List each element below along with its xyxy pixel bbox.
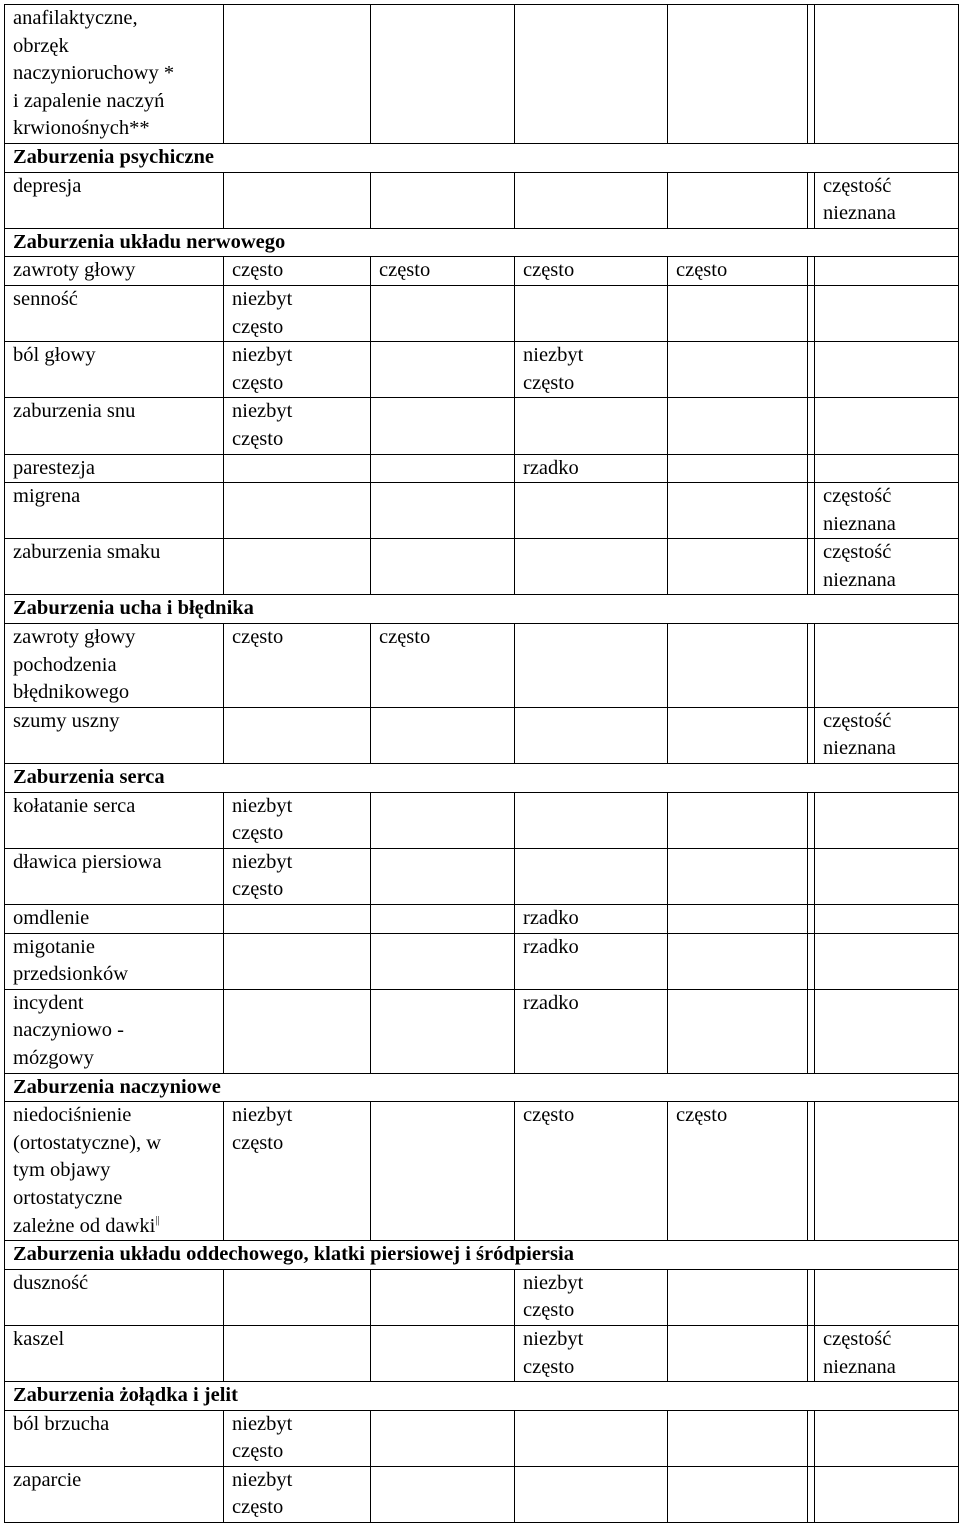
section-heading: Zaburzenia naczyniowe — [5, 1073, 959, 1102]
frequency-cell — [515, 905, 668, 934]
table-row — [5, 172, 959, 228]
frequency-cell — [668, 624, 808, 708]
table-row — [5, 933, 959, 989]
section-heading: Zaburzenia psychiczne — [5, 143, 959, 172]
effect-name-line: (ortostatyczne), w — [13, 1131, 161, 1154]
frequency-cell — [668, 905, 808, 934]
frequency-cell — [808, 1269, 815, 1325]
frequency-cell — [371, 172, 515, 228]
section-heading: Zaburzenia układu nerwowego — [5, 228, 959, 257]
section-row — [5, 764, 959, 793]
frequency-line: nieznana — [823, 202, 896, 225]
table-row — [5, 257, 959, 286]
frequency-cell — [808, 285, 815, 341]
frequency-cell — [668, 257, 808, 286]
frequency-cell — [371, 483, 515, 539]
frequency-cell — [815, 792, 959, 848]
effect-name-line: incydent — [13, 991, 84, 1014]
frequency-cell — [668, 792, 808, 848]
frequency-cell — [371, 624, 515, 708]
frequency-cell — [815, 539, 959, 595]
frequency-cell — [224, 707, 371, 763]
frequency-line: często — [232, 1496, 284, 1519]
table-row — [5, 454, 959, 483]
frequency-cell — [815, 989, 959, 1073]
frequency-cell — [668, 285, 808, 341]
frequency-line: rzadko — [523, 991, 579, 1014]
section-row — [5, 143, 959, 172]
frequency-cell — [815, 172, 959, 228]
frequency-cell — [515, 624, 668, 708]
table-row — [5, 848, 959, 904]
effect-name-line: zaparcie — [13, 1468, 82, 1491]
frequency-line: niezbyt — [523, 344, 584, 367]
frequency-cell — [815, 848, 959, 904]
effect-name-cell — [5, 1102, 224, 1241]
frequency-cell — [371, 933, 515, 989]
frequency-line: często — [523, 1104, 575, 1127]
footnote-marker: || — [155, 1214, 160, 1226]
frequency-cell — [224, 905, 371, 934]
frequency-cell — [515, 285, 668, 341]
table-row — [5, 624, 959, 708]
effect-name-cell — [5, 1410, 224, 1466]
frequency-line: niezbyt — [232, 1412, 293, 1435]
table-row — [5, 1102, 959, 1241]
effect-name-cell — [5, 5, 224, 144]
frequency-line: częstość — [823, 1327, 892, 1350]
frequency-line: często — [523, 1299, 575, 1322]
frequency-cell — [515, 1410, 668, 1466]
frequency-cell — [808, 454, 815, 483]
frequency-cell — [224, 1410, 371, 1466]
frequency-cell — [808, 905, 815, 934]
table-row — [5, 989, 959, 1073]
table-row — [5, 1410, 959, 1466]
frequency-cell — [515, 539, 668, 595]
frequency-cell — [808, 342, 815, 398]
effect-name-line: pochodzenia — [13, 653, 117, 676]
frequency-cell — [224, 285, 371, 341]
frequency-cell — [371, 792, 515, 848]
effect-name-line: anafilaktyczne, — [13, 7, 138, 29]
section-row — [5, 1073, 959, 1102]
frequency-cell — [515, 1466, 668, 1522]
effect-name-cell — [5, 1466, 224, 1522]
frequency-line: często — [232, 1131, 284, 1154]
adverse-effects-table — [4, 4, 959, 1523]
frequency-line: często — [232, 315, 284, 338]
frequency-cell — [668, 398, 808, 454]
frequency-cell — [815, 1325, 959, 1381]
effect-name-line: zaburzenia smaku — [13, 541, 161, 564]
frequency-cell — [515, 172, 668, 228]
frequency-line: niezbyt — [232, 850, 293, 873]
frequency-cell — [515, 792, 668, 848]
frequency-cell — [371, 454, 515, 483]
frequency-cell — [668, 1102, 808, 1241]
table-row — [5, 792, 959, 848]
frequency-line: często — [676, 259, 728, 282]
frequency-cell — [515, 454, 668, 483]
frequency-cell — [668, 454, 808, 483]
frequency-cell — [371, 905, 515, 934]
effect-name-line: depresja — [13, 174, 82, 197]
frequency-cell — [808, 1102, 815, 1241]
effect-name-cell — [5, 989, 224, 1073]
frequency-cell — [808, 1466, 815, 1522]
effect-name-cell — [5, 707, 224, 763]
frequency-cell — [668, 483, 808, 539]
frequency-line: rzadko — [523, 935, 579, 958]
effect-name-cell — [5, 172, 224, 228]
frequency-line: rzadko — [523, 456, 579, 479]
frequency-cell — [224, 483, 371, 539]
frequency-line: niezbyt — [232, 1468, 293, 1491]
table-row — [5, 539, 959, 595]
frequency-cell — [808, 257, 815, 286]
frequency-cell — [515, 1325, 668, 1381]
frequency-line: niezbyt — [523, 1271, 584, 1294]
frequency-line: nieznana — [823, 568, 896, 591]
effect-name-line: migrena — [13, 485, 81, 508]
table-row — [5, 398, 959, 454]
table-row — [5, 1325, 959, 1381]
effect-name-cell — [5, 483, 224, 539]
frequency-cell — [668, 1325, 808, 1381]
frequency-cell — [515, 1269, 668, 1325]
frequency-cell — [808, 989, 815, 1073]
section-heading: Zaburzenia żołądka i jelit — [5, 1382, 959, 1411]
frequency-cell — [808, 792, 815, 848]
table-row — [5, 1269, 959, 1325]
frequency-line: niezbyt — [232, 344, 293, 367]
frequency-line: niezbyt — [232, 287, 293, 310]
frequency-cell — [815, 905, 959, 934]
frequency-cell — [224, 1325, 371, 1381]
effect-name-cell — [5, 342, 224, 398]
frequency-cell — [515, 342, 668, 398]
frequency-cell — [371, 1269, 515, 1325]
frequency-cell — [371, 707, 515, 763]
effect-name-cell — [5, 933, 224, 989]
frequency-cell — [668, 5, 808, 144]
frequency-cell — [515, 933, 668, 989]
effect-name-line: migotanie — [13, 935, 95, 958]
frequency-cell — [515, 848, 668, 904]
frequency-cell — [668, 1410, 808, 1466]
frequency-cell — [815, 285, 959, 341]
frequency-cell — [224, 539, 371, 595]
table-row — [5, 1466, 959, 1522]
effect-name-line: ortostatyczne — [13, 1186, 123, 1209]
effect-name-line: krwionośnych** — [13, 117, 150, 140]
frequency-cell — [224, 1102, 371, 1241]
table-row — [5, 483, 959, 539]
frequency-cell — [668, 1269, 808, 1325]
effect-name-line: parestezja — [13, 456, 95, 479]
frequency-cell — [668, 172, 808, 228]
frequency-cell — [808, 1325, 815, 1381]
table-row — [5, 285, 959, 341]
effect-name-line: niedociśnienie — [13, 1104, 132, 1127]
frequency-cell — [808, 172, 815, 228]
frequency-line: często — [232, 371, 284, 394]
frequency-line: częstość — [823, 485, 892, 508]
frequency-cell — [371, 989, 515, 1073]
effect-name-line: dławica piersiowa — [13, 850, 162, 873]
frequency-cell — [515, 483, 668, 539]
effect-name-line: zaburzenia snu — [13, 400, 136, 423]
frequency-cell — [515, 989, 668, 1073]
frequency-line: rzadko — [523, 907, 579, 929]
effect-name-line: i zapalenie naczyń — [13, 89, 165, 112]
section-row — [5, 1241, 959, 1270]
frequency-cell — [515, 707, 668, 763]
frequency-cell — [224, 257, 371, 286]
frequency-line: nieznana — [823, 512, 896, 535]
frequency-line: często — [523, 259, 575, 282]
frequency-cell — [808, 848, 815, 904]
frequency-cell — [224, 342, 371, 398]
frequency-line: częstość — [823, 541, 892, 564]
frequency-line: często — [232, 259, 284, 282]
frequency-cell — [224, 5, 371, 144]
frequency-cell — [668, 539, 808, 595]
frequency-cell — [808, 398, 815, 454]
effect-name-cell — [5, 398, 224, 454]
frequency-cell — [668, 933, 808, 989]
frequency-cell — [808, 539, 815, 595]
frequency-cell — [515, 398, 668, 454]
frequency-cell — [371, 539, 515, 595]
frequency-cell — [815, 257, 959, 286]
frequency-line: często — [232, 878, 284, 901]
effect-name-line: kołatanie serca — [13, 794, 136, 817]
frequency-line: często — [232, 626, 284, 649]
frequency-line: często — [232, 427, 284, 450]
frequency-line: niezbyt — [232, 794, 293, 817]
frequency-line: często — [232, 1440, 284, 1463]
effect-name-cell — [5, 1325, 224, 1381]
effect-name-line: ból głowy — [13, 344, 96, 367]
frequency-cell — [668, 989, 808, 1073]
frequency-cell — [224, 1269, 371, 1325]
effect-name-line: zawroty głowy — [13, 626, 136, 649]
frequency-cell — [815, 483, 959, 539]
frequency-cell — [815, 1102, 959, 1241]
frequency-line: często — [676, 1104, 728, 1127]
effect-name-cell — [5, 792, 224, 848]
frequency-cell — [515, 5, 668, 144]
frequency-cell — [371, 5, 515, 144]
frequency-cell — [815, 398, 959, 454]
frequency-line: częstość — [823, 709, 892, 732]
effect-name-cell — [5, 539, 224, 595]
frequency-cell — [224, 1466, 371, 1522]
table-row — [5, 707, 959, 763]
effect-name-cell — [5, 454, 224, 483]
frequency-cell — [808, 483, 815, 539]
table-row — [5, 342, 959, 398]
frequency-cell — [815, 342, 959, 398]
frequency-cell — [224, 454, 371, 483]
effect-name-line: zawroty głowy — [13, 259, 136, 282]
frequency-cell — [224, 624, 371, 708]
frequency-cell — [371, 1325, 515, 1381]
frequency-cell — [224, 172, 371, 228]
frequency-cell — [371, 1466, 515, 1522]
effect-name-line: duszność — [13, 1271, 89, 1294]
frequency-cell — [224, 792, 371, 848]
frequency-cell — [224, 398, 371, 454]
effect-name-line: senność — [13, 287, 78, 310]
frequency-cell — [371, 342, 515, 398]
frequency-line: nieznana — [823, 737, 896, 760]
frequency-cell — [808, 5, 815, 144]
frequency-line: nieznana — [823, 1355, 896, 1378]
effect-name-line: przedsionków — [13, 963, 129, 986]
effect-name-line: naczynioruchowy * — [13, 62, 175, 85]
frequency-line: niezbyt — [232, 400, 293, 423]
effect-name-cell — [5, 848, 224, 904]
frequency-line: częstość — [823, 174, 892, 197]
frequency-cell — [808, 707, 815, 763]
frequency-cell — [515, 257, 668, 286]
frequency-line: często — [379, 259, 431, 282]
frequency-line: niezbyt — [523, 1327, 584, 1350]
frequency-cell — [815, 1410, 959, 1466]
frequency-cell — [371, 398, 515, 454]
frequency-cell — [815, 1466, 959, 1522]
effect-name-cell — [5, 257, 224, 286]
frequency-cell — [815, 624, 959, 708]
frequency-cell — [371, 1102, 515, 1241]
frequency-cell — [808, 1410, 815, 1466]
effect-name-line: tym objawy — [13, 1159, 111, 1182]
section-row — [5, 228, 959, 257]
frequency-cell — [668, 342, 808, 398]
effect-name-line: naczyniowo - — [13, 1019, 124, 1042]
frequency-cell — [815, 1269, 959, 1325]
frequency-line: często — [232, 822, 284, 845]
effect-name-line: błędnikowego — [13, 681, 130, 704]
section-row — [5, 1382, 959, 1411]
table-row — [5, 5, 959, 144]
frequency-cell — [224, 989, 371, 1073]
frequency-cell — [371, 1410, 515, 1466]
effect-name-cell — [5, 285, 224, 341]
frequency-cell — [815, 454, 959, 483]
frequency-cell — [371, 285, 515, 341]
effect-name-line: obrzęk — [13, 34, 69, 57]
effect-name-line: zależne od dawki — [13, 1214, 156, 1237]
effect-name-line: ból brzucha — [13, 1412, 110, 1435]
frequency-cell — [815, 707, 959, 763]
frequency-line: niezbyt — [232, 1104, 293, 1127]
section-heading: Zaburzenia układu oddechowego, klatki piersiowej i śródpiersia — [5, 1241, 959, 1270]
frequency-line: często — [523, 1355, 575, 1378]
effect-name-line: kaszel — [13, 1327, 65, 1350]
frequency-cell — [224, 848, 371, 904]
table-row — [5, 905, 959, 934]
frequency-cell — [815, 5, 959, 144]
effect-name-line: omdlenie — [13, 907, 90, 929]
frequency-cell — [371, 257, 515, 286]
effect-name-cell — [5, 1269, 224, 1325]
frequency-cell — [515, 1102, 668, 1241]
effect-name-cell — [5, 624, 224, 708]
frequency-cell — [808, 624, 815, 708]
table-body — [5, 5, 959, 1523]
frequency-cell — [808, 933, 815, 989]
frequency-cell — [371, 848, 515, 904]
section-row — [5, 595, 959, 624]
frequency-line: często — [379, 626, 431, 649]
frequency-cell — [668, 707, 808, 763]
frequency-line: często — [523, 371, 575, 394]
frequency-cell — [668, 1466, 808, 1522]
effect-name-cell — [5, 905, 224, 934]
section-heading: Zaburzenia serca — [5, 764, 959, 793]
effect-name-line: mózgowy — [13, 1046, 94, 1069]
frequency-cell — [815, 933, 959, 989]
section-heading: Zaburzenia ucha i błędnika — [5, 595, 959, 624]
effect-name-line: szumy uszny — [13, 709, 120, 732]
frequency-cell — [668, 848, 808, 904]
frequency-cell — [224, 933, 371, 989]
